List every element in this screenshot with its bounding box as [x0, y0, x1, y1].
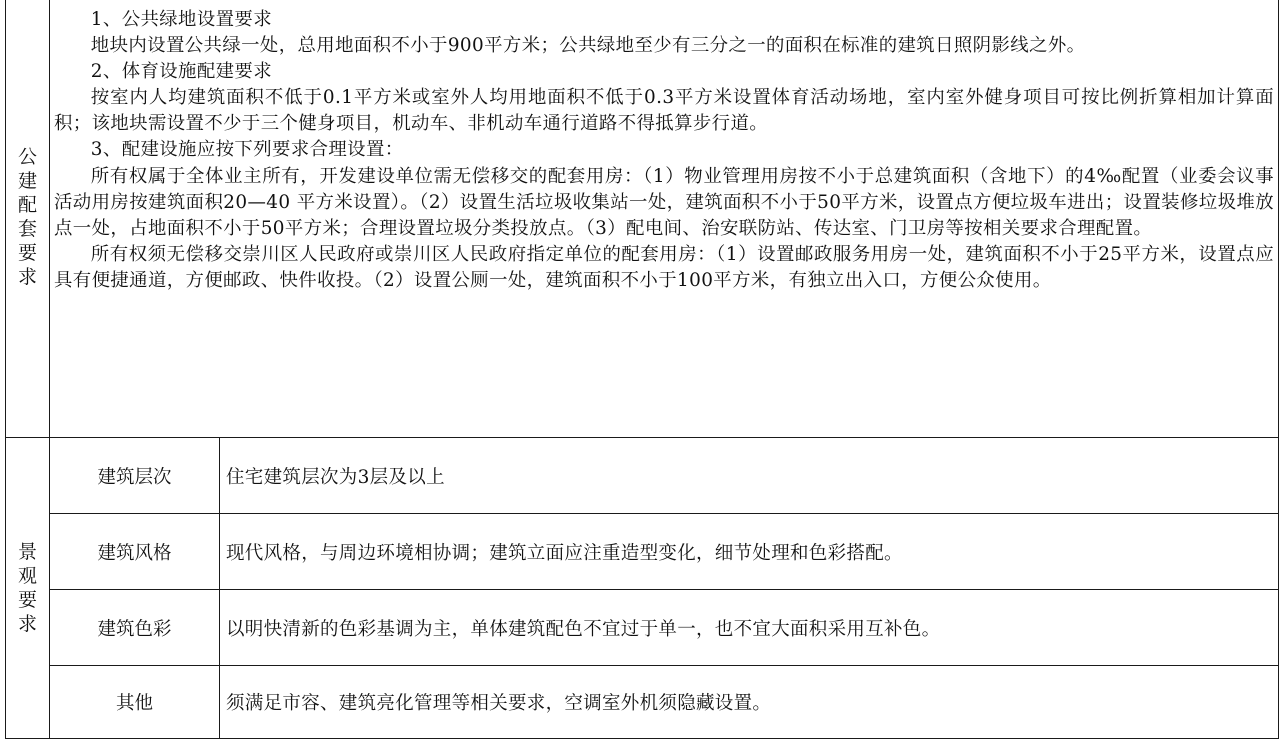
green-space-paragraph: 地块内设置公共绿一处，总用地面积不小于900平方米；公共绿地至少有三分之一的面积在标准的建筑日照阴影线之外。	[90, 35, 1086, 57]
section-label-char: 套	[17, 218, 37, 240]
table-row	[6, 514, 1279, 590]
landscape-label	[6, 438, 50, 739]
item-name: 建筑风格	[50, 514, 220, 590]
public-facilities-content	[50, 0, 1279, 438]
owner-facility-paragraph: 所有权属于全体业主所有，开发建设单位需无偿移交的配套用房：（1）物业管理用房按不小于总建筑面积（含地下）的4‰配置（业委会议事活动用房按建筑面积20—40 平方米设置）。（2）设置生活垃圾收集站一处，建筑面积不小于50平方米，设置点方便垃圾车进出；设置装修垃圾堆放点一处，占地面积不小于50平方米；合理设置垃圾分类投放点。（3）配电间、治安联防站、传达室、门卫房等按相关要求合理配置。	[54, 165, 1274, 239]
table-row	[6, 438, 1279, 514]
section-label-char: 观	[17, 565, 37, 587]
section-label-char: 求	[17, 613, 37, 635]
section-label-char: 景	[17, 541, 37, 563]
section-label-char: 公	[17, 146, 37, 168]
item-value: 须满足市容、建筑亮化管理等相关要求，空调室外机须隐藏设置。	[220, 666, 1279, 739]
item-name: 建筑层次	[50, 438, 220, 514]
sports-facility-heading: 2、体育设施配建要求	[90, 61, 273, 83]
public-facilities-text	[54, 0, 1274, 294]
table-row	[6, 666, 1279, 739]
public-facilities-label	[6, 0, 50, 438]
public-facilities-row	[6, 0, 1279, 438]
item-name: 建筑色彩	[50, 590, 220, 666]
item-name: 其他	[50, 666, 220, 739]
table-row	[6, 590, 1279, 666]
section-label-char: 要	[17, 589, 37, 611]
section-label-char: 配	[17, 194, 37, 216]
supporting-facility-heading: 3、配建设施应按下列要求合理设置：	[90, 139, 404, 161]
item-value: 现代风格，与周边环境相协调；建筑立面应注重造型变化，细节处理和色彩搭配。	[220, 514, 1279, 590]
section-label-char: 建	[17, 170, 37, 192]
requirements-table	[5, 0, 1279, 739]
section-label-char: 求	[17, 266, 37, 288]
section-label-char: 要	[17, 242, 37, 264]
green-space-heading: 1、公共绿地设置要求	[90, 9, 273, 30]
government-facility-paragraph: 所有权须无偿移交崇川区人民政府或崇川区人民政府指定单位的配套用房：（1）设置邮政服务用房一处，建筑面积不小于25平方米，设置点应具有便捷通道，方便邮政、快件收投。（2）设置公厕一处，建筑面积不小于100平方米，有独立出入口，方便公众使用。	[54, 243, 1274, 291]
sports-facility-paragraph: 按室内人均建筑面积不低于0.1平方米或室外人均用地面积不低于0.3平方米设置体育活动场地，室内室外健身项目可按比例折算相加计算面积；该地块需设置不少于三个健身项目，机动车、非机动车通行道路不得抵算步行道。	[54, 87, 1274, 135]
item-value: 以明快清新的色彩基调为主，单体建筑配色不宜过于单一，也不宜大面积采用互补色。	[220, 590, 1279, 666]
item-value: 住宅建筑层次为3层及以上	[220, 438, 1279, 514]
